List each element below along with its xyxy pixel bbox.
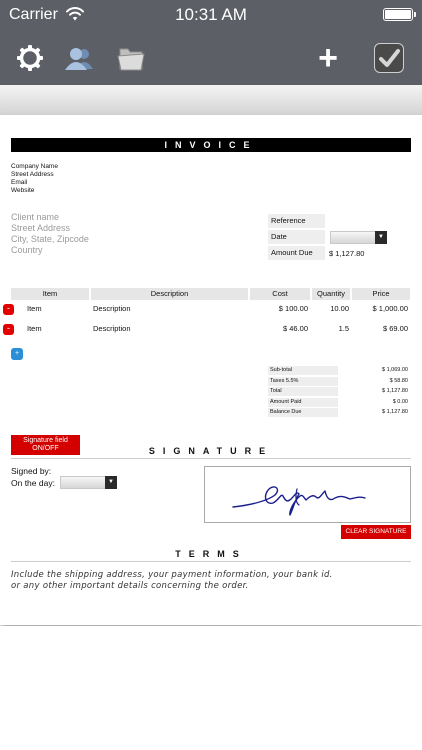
amount-paid-value: $ 0.00 — [392, 399, 408, 405]
subtotal-value: $ 1,069.00 — [382, 367, 408, 373]
company-website: Website — [11, 187, 35, 194]
gear-icon — [16, 44, 44, 72]
total-value: $ 1,127.80 — [382, 388, 408, 394]
terms-line-2: or any other important details concerning the order. — [11, 581, 249, 591]
on-the-day-label: On the day: — [11, 478, 55, 488]
col-cost-header: Cost — [250, 288, 310, 300]
balance-due-label: Balance Due — [268, 408, 338, 417]
checkbox-checked-icon — [374, 43, 404, 73]
folder-icon — [116, 44, 146, 72]
done-button[interactable] — [369, 38, 409, 78]
add-button[interactable] — [308, 38, 348, 78]
row-quantity: 10.00 — [330, 304, 349, 313]
invoice-title: INVOICE — [11, 138, 411, 152]
company-email: Email — [11, 179, 28, 186]
page-background — [0, 626, 422, 750]
signed-by-label: Signed by: — [11, 466, 52, 476]
contacts-icon — [64, 45, 94, 71]
balance-due-value: $ 1,127.80 — [382, 409, 408, 415]
contacts-button[interactable] — [59, 38, 99, 78]
plus-icon: + — [318, 39, 338, 77]
dropdown-arrow-icon: ▼ — [105, 476, 117, 489]
col-description-header: Description — [91, 288, 248, 300]
toolbar — [0, 30, 422, 85]
status-bar — [0, 0, 422, 30]
reference-label: Reference — [268, 214, 325, 228]
signature-pad[interactable] — [204, 466, 411, 523]
signature-title: SIGNATURE — [148, 446, 274, 456]
row-price: $ 69.00 — [382, 324, 408, 333]
settings-button[interactable] — [10, 38, 50, 78]
terms-title: TERMS — [175, 549, 247, 559]
signature-toggle-line2: ON/OFF — [32, 445, 59, 452]
row-price: $ 1,000.00 — [372, 304, 408, 313]
company-name: Company Name — [11, 163, 58, 170]
signature-divider — [11, 458, 411, 459]
client-name: Client name — [11, 212, 60, 222]
row-description: Description — [93, 304, 131, 313]
client-country: Country — [11, 245, 43, 255]
amount-paid-label: Amount Paid — [268, 398, 338, 407]
carrier-label: Carrier — [9, 6, 58, 23]
battery-icon — [383, 8, 413, 21]
subtotal-label: Sub-total — [268, 366, 338, 375]
taxes-label: Taxes 5.5% — [268, 377, 338, 386]
clear-signature-button[interactable]: CLEAR SIGNATURE — [341, 525, 411, 539]
total-label: Total — [268, 387, 338, 396]
client-info[interactable] — [11, 212, 89, 256]
delete-row-button[interactable]: - — [3, 324, 14, 335]
terms-divider — [11, 561, 411, 562]
clock: 10:31 AM — [175, 5, 247, 24]
terms-line-1: Include the shipping address, your payment information, your bank id. — [11, 570, 333, 580]
date-label: Date — [268, 230, 325, 244]
terms-text[interactable] — [11, 570, 333, 592]
row-quantity: 1.5 — [338, 324, 349, 333]
invoice-sheet — [0, 115, 422, 625]
amount-due-label: Amount Due — [268, 246, 325, 260]
add-row-button[interactable]: + — [11, 348, 23, 360]
row-item: Item — [27, 304, 42, 313]
date-select[interactable] — [330, 231, 387, 244]
col-item-header: Item — [11, 288, 89, 300]
company-street: Street Address — [11, 171, 54, 178]
delete-row-button[interactable]: - — [3, 304, 14, 315]
col-quantity-header: Quantity — [312, 288, 350, 300]
client-street: Street Address — [11, 223, 71, 233]
page-top-shadow — [0, 85, 422, 115]
row-cost: $ 100.00 — [278, 304, 308, 313]
amount-due-value: $ 1,127.80 — [329, 249, 365, 258]
signature-date-select[interactable] — [60, 476, 117, 489]
signature-toggle-line1: Signature field — [23, 437, 68, 444]
taxes-value: $ 58.80 — [389, 378, 408, 384]
company-info[interactable] — [11, 163, 58, 195]
client-city: City, State, Zipcode — [11, 234, 89, 244]
row-cost: $ 46.00 — [282, 324, 308, 333]
row-item: Item — [27, 324, 42, 333]
row-description: Description — [93, 324, 131, 333]
dropdown-arrow-icon: ▼ — [375, 231, 387, 244]
col-price-header: Price — [352, 288, 410, 300]
handwritten-signature — [205, 467, 410, 522]
folder-button[interactable] — [111, 38, 151, 78]
